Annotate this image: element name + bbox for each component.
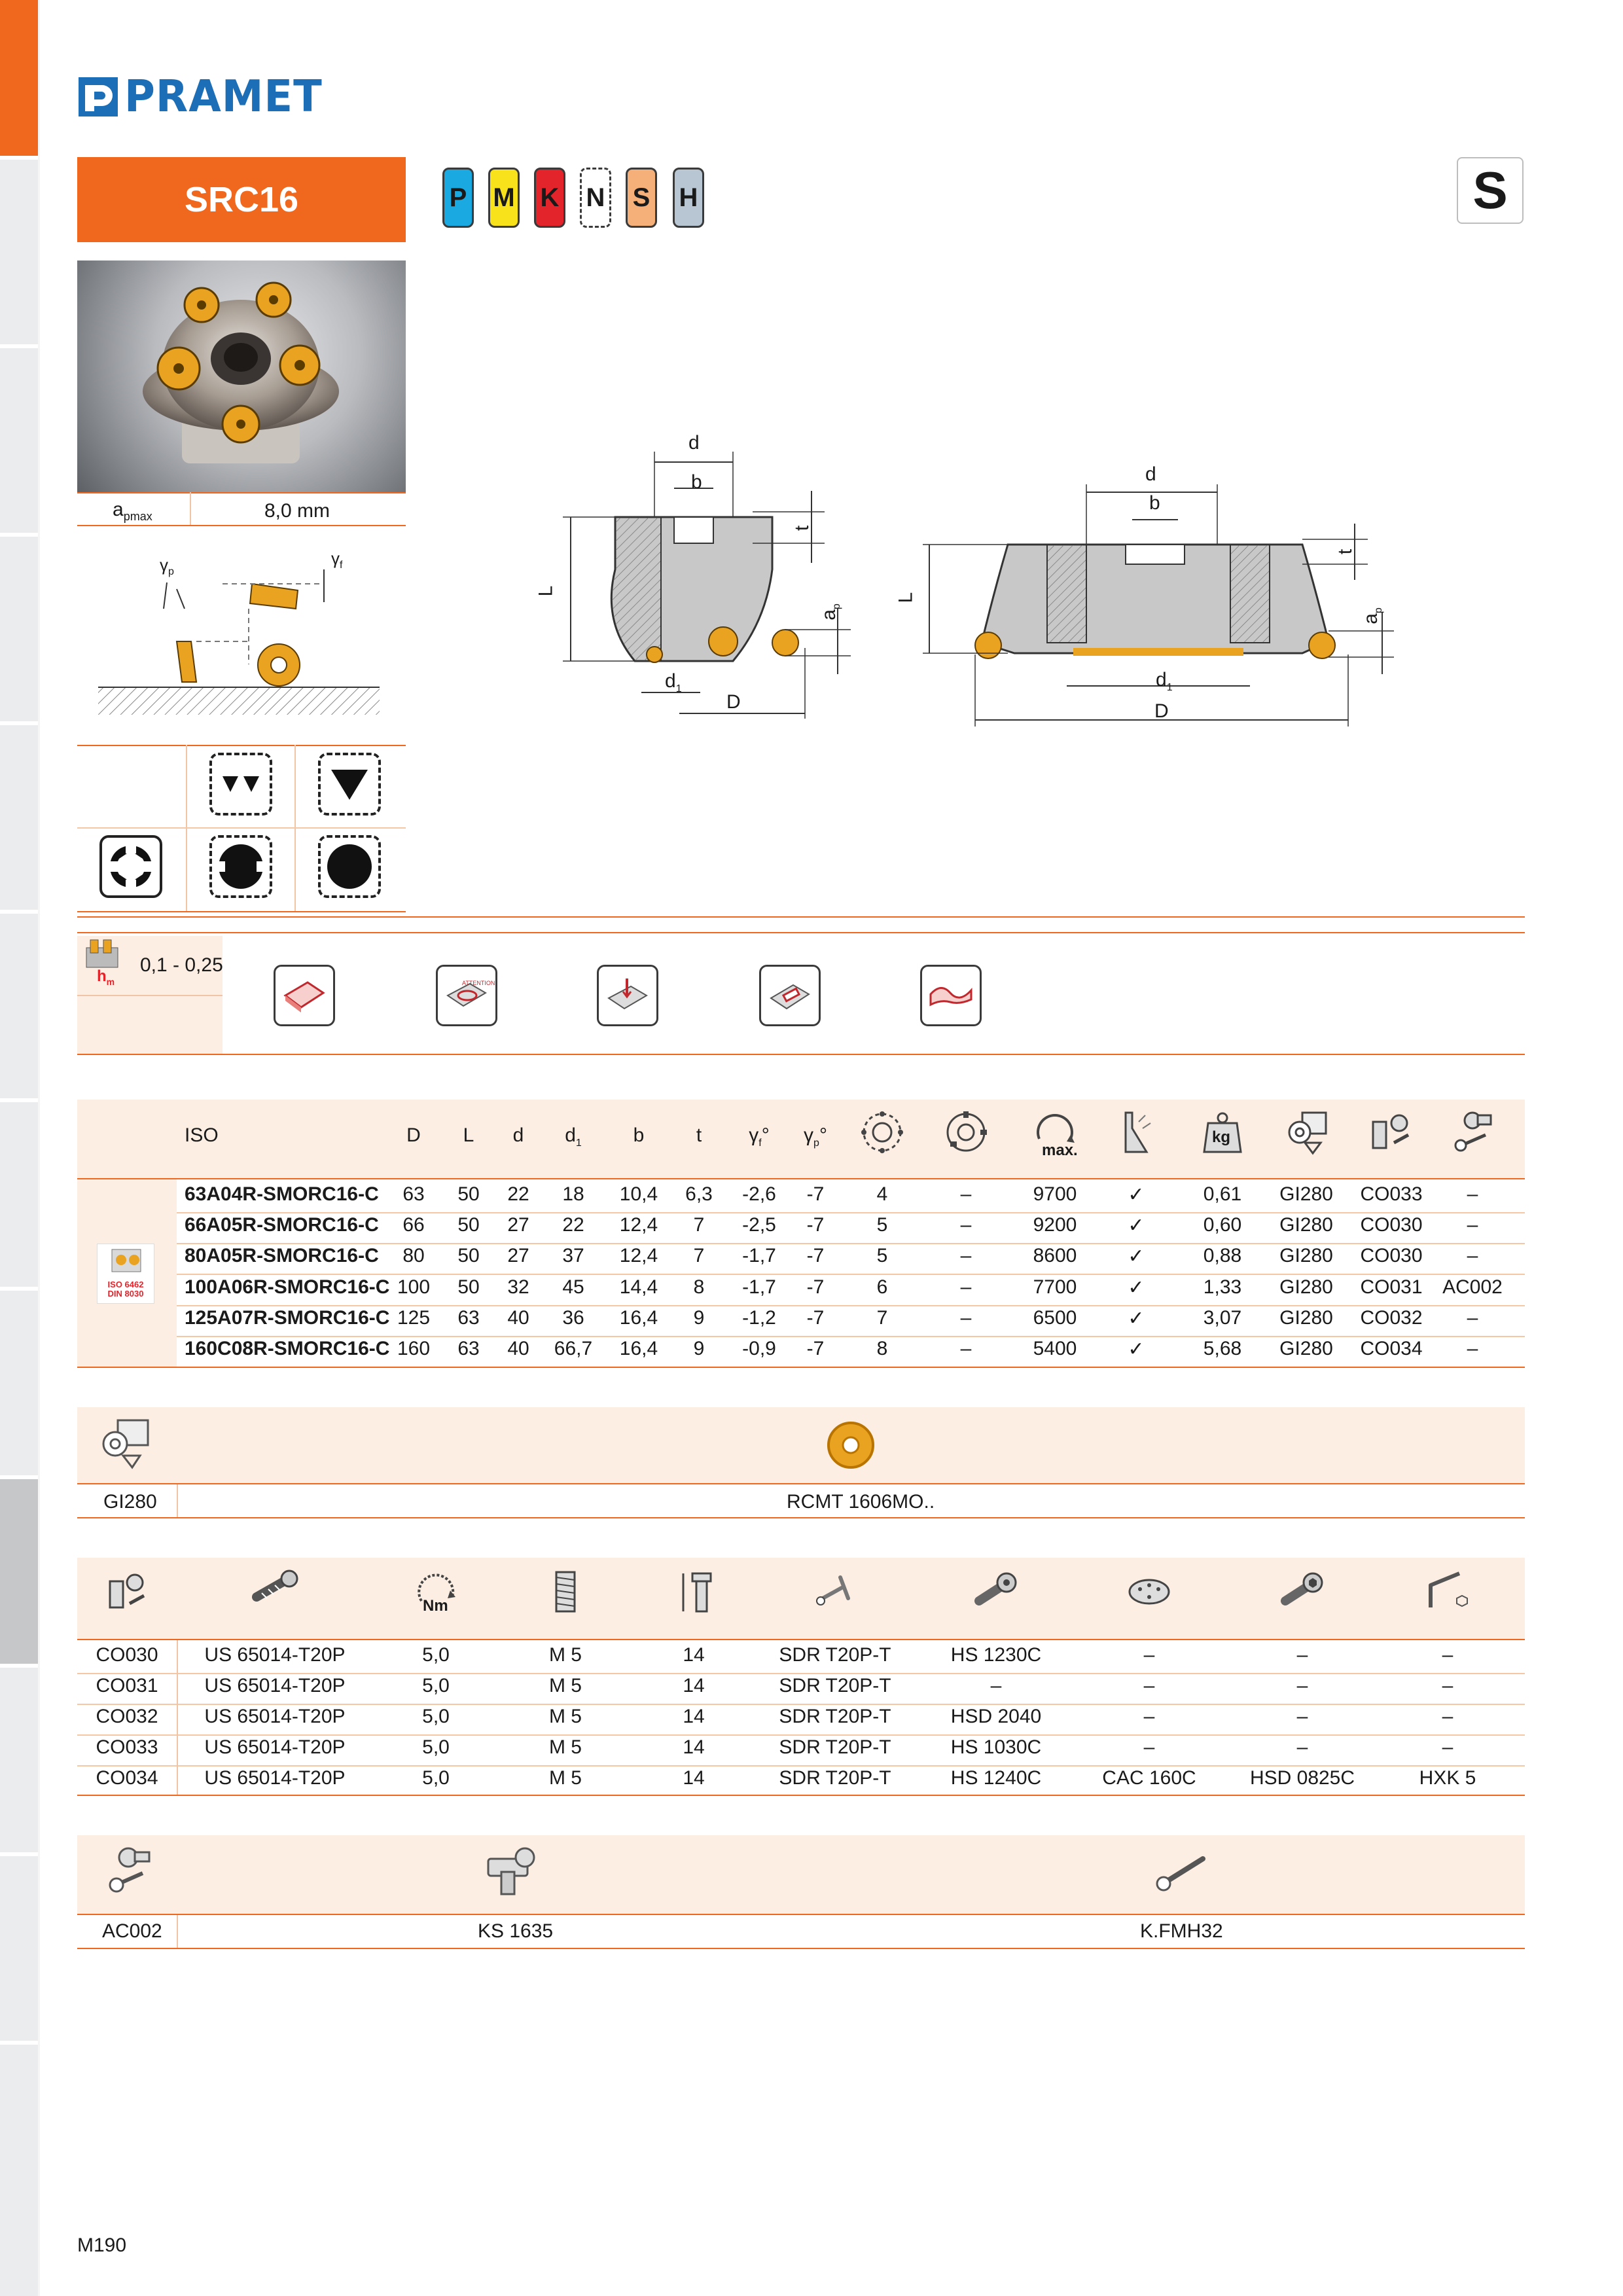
- dim-b-large: b: [1149, 492, 1160, 514]
- table-cell: 1,33: [1203, 1276, 1242, 1298]
- part-set-code: CO030: [96, 1644, 158, 1666]
- edge-tab: [0, 1856, 38, 2041]
- brand-logo: [77, 73, 323, 120]
- rake-angle-sketch: [92, 543, 399, 726]
- table-cell: –: [1143, 1644, 1155, 1666]
- table-cell: –: [960, 1276, 972, 1298]
- table-cell: 8600: [1033, 1245, 1077, 1266]
- rule: [77, 1178, 1525, 1179]
- accessories-icon: [1449, 1109, 1496, 1159]
- table-cell: 0,60: [1203, 1214, 1242, 1236]
- table-cell: 5,0: [422, 1736, 450, 1758]
- row-divider: [77, 1673, 1525, 1674]
- pramet-logo-icon: [77, 76, 119, 118]
- clamp-screw-icon: [484, 1846, 543, 1901]
- insert-code: GI280: [103, 1491, 157, 1513]
- table-cell: 160: [397, 1338, 431, 1359]
- item-code: 125A07R-SMORC16-C: [185, 1307, 390, 1329]
- table-cell: –: [960, 1338, 972, 1359]
- table-cell: US 65014-T20P: [204, 1706, 346, 1727]
- table-cell: 80: [402, 1245, 425, 1266]
- cell-divider: [177, 1915, 178, 1948]
- material-k-badge: K: [534, 168, 565, 228]
- table-cell: –: [1296, 1644, 1308, 1666]
- table-cell: 12,4: [619, 1214, 658, 1236]
- table-cell: –: [1143, 1706, 1155, 1727]
- allen-key-icon: [1424, 1568, 1471, 1619]
- iso-badge-line2: DIN 8030: [107, 1289, 144, 1299]
- table-cell: 63: [457, 1307, 480, 1329]
- table-cell: -7: [806, 1245, 825, 1266]
- coolant-icon: [1113, 1109, 1160, 1159]
- part-set-code: CO033: [96, 1736, 158, 1758]
- table-cell: –: [1296, 1706, 1308, 1727]
- table-cell: 22: [507, 1183, 529, 1205]
- table-cell: ✓: [1128, 1308, 1145, 1329]
- dim-d1-large: $d_1$: [1156, 669, 1173, 693]
- table-cell: -7: [806, 1276, 825, 1298]
- cutter-drawing-large: [895, 458, 1407, 733]
- table-cell: ✓: [1128, 1246, 1145, 1267]
- table-cell: 63: [402, 1183, 425, 1205]
- table-cell: 14,4: [619, 1276, 658, 1298]
- col-header-gamma-p: $\gamma_p^\circ$: [804, 1124, 827, 1149]
- table-cell: 12,4: [619, 1245, 658, 1266]
- medium-clamping-icon: [209, 835, 272, 898]
- page-number: M190: [77, 2234, 127, 2256]
- unstable-clamping-icon: [318, 835, 381, 898]
- table-cell: 125: [397, 1307, 431, 1329]
- table-cell: ✓: [1128, 1184, 1145, 1206]
- table-cell: ✓: [1128, 1215, 1145, 1236]
- edge-tab: [0, 537, 38, 721]
- table-cell: 4: [876, 1183, 888, 1205]
- table-cell: 0,61: [1203, 1183, 1242, 1205]
- rule: [77, 1483, 1525, 1484]
- cutter-drawing-small: [537, 425, 877, 726]
- dim-d-large: d: [1145, 463, 1156, 485]
- col-header-d1: $d_1$: [565, 1124, 582, 1149]
- row-divider: [177, 1336, 1525, 1337]
- table-cell: GI280: [1279, 1276, 1333, 1298]
- cell-divider: [177, 1640, 178, 1795]
- insert-icon: [99, 1418, 152, 1473]
- table-cell: HS 1030C: [950, 1736, 1042, 1758]
- hex-screw-icon: [972, 1568, 1020, 1619]
- table-cell: –: [990, 1675, 1002, 1696]
- table-cell: –: [1442, 1675, 1454, 1696]
- material-s-badge: S: [626, 168, 657, 228]
- hm-label: $h_m$: [97, 967, 115, 987]
- cell-divider: [190, 492, 191, 525]
- table-cell: CO034: [1360, 1338, 1423, 1359]
- spare-parts-icon: [103, 1568, 151, 1619]
- table-cell: 6: [876, 1276, 888, 1298]
- col-header-L: L: [463, 1124, 474, 1146]
- table-cell: AC002: [1442, 1276, 1503, 1298]
- table-cell: 18: [562, 1183, 584, 1205]
- copy-milling-icon: [920, 965, 982, 1026]
- table-cell: 9: [693, 1307, 705, 1329]
- table-cell: –: [1143, 1675, 1155, 1696]
- plunging-icon: [597, 965, 658, 1026]
- differential-pitch-icon: [942, 1109, 990, 1159]
- row-divider: [77, 1765, 1525, 1767]
- insert-icon: [1283, 1109, 1330, 1159]
- table-cell: –: [1442, 1736, 1454, 1758]
- round-insert-icon: [826, 1420, 876, 1473]
- table-cell: M 5: [548, 1644, 582, 1666]
- table-cell: 22: [562, 1214, 584, 1236]
- col-header-D: D: [406, 1124, 421, 1146]
- part-set-code: CO034: [96, 1767, 158, 1789]
- table-cell: 16,4: [619, 1307, 658, 1329]
- table-cell: 5: [876, 1245, 888, 1266]
- table-cell: –: [960, 1214, 972, 1236]
- ramping-icon: [436, 965, 497, 1026]
- table-cell: CO030: [1360, 1214, 1423, 1236]
- table-cell: GI280: [1279, 1338, 1333, 1359]
- product-title: SRC16: [77, 157, 406, 242]
- spare-parts-icon: [1368, 1109, 1415, 1159]
- table-cell: 14: [683, 1736, 705, 1758]
- item-code: 100A06R-SMORC16-C: [185, 1276, 390, 1298]
- table-cell: 5: [876, 1214, 888, 1236]
- ap-value: 8,0 mm: [264, 500, 330, 522]
- dim-t: t: [791, 525, 813, 531]
- material-m-badge: M: [488, 168, 520, 228]
- table-cell: GI280: [1279, 1183, 1333, 1205]
- table-cell: -1,7: [742, 1245, 776, 1266]
- table-cell: –: [1467, 1338, 1478, 1359]
- material-p-badge: P: [442, 168, 474, 228]
- row-divider: [177, 1243, 1525, 1244]
- row-divider: [177, 1274, 1525, 1275]
- table-cell: 14: [683, 1644, 705, 1666]
- table-cell: 3,07: [1203, 1307, 1242, 1329]
- dim-D: D: [726, 691, 741, 713]
- table-cell: 63: [457, 1338, 480, 1359]
- table-cell: –: [1467, 1245, 1478, 1266]
- table-cell: –: [1296, 1675, 1308, 1696]
- rule: [77, 911, 406, 912]
- col-header-b: b: [633, 1124, 645, 1146]
- accessory-icon: [103, 1844, 156, 1904]
- row-divider: [77, 1704, 1525, 1705]
- table-cell: ✓: [1128, 1277, 1145, 1299]
- table-cell: –: [960, 1183, 972, 1205]
- hex-socket-screw-icon: [1279, 1568, 1326, 1619]
- edge-tab-active: [0, 0, 38, 156]
- stable-clamping-icon: [99, 835, 162, 898]
- table-cell: -1,7: [742, 1276, 776, 1298]
- table-cell: –: [1143, 1736, 1155, 1758]
- heavy-duty-icon: [318, 753, 381, 816]
- ap-label: $a_{pmax}$: [113, 499, 152, 523]
- table-cell: HSD 2040: [950, 1706, 1042, 1727]
- product-photo: [77, 260, 406, 493]
- rule: [77, 827, 406, 829]
- table-cell: 14: [683, 1706, 705, 1727]
- table-cell: –: [960, 1245, 972, 1266]
- table-cell: 7: [693, 1245, 705, 1266]
- table-cell: -7: [806, 1307, 825, 1329]
- accessory-item-2: K.FMH32: [1140, 1920, 1223, 1942]
- table-cell: 7700: [1033, 1276, 1077, 1298]
- table-cell: –: [1467, 1214, 1478, 1236]
- dim-ap-large: $a_p$: [1359, 607, 1384, 624]
- material-n-badge: N: [580, 168, 611, 228]
- table-cell: 7: [876, 1307, 888, 1329]
- table-cell: 45: [562, 1276, 584, 1298]
- table-cell: -0,9: [742, 1338, 776, 1359]
- table-cell: 32: [507, 1276, 529, 1298]
- table-cell: M 5: [548, 1675, 582, 1696]
- table-cell: US 65014-T20P: [204, 1675, 346, 1696]
- edge-tab: [0, 1102, 38, 1287]
- table-cell: 14: [683, 1675, 705, 1696]
- iso-standard-badge: [97, 1244, 154, 1304]
- dim-b: b: [691, 471, 702, 493]
- rule: [77, 1914, 1525, 1915]
- table-cell: -7: [806, 1183, 825, 1205]
- table-cell: M 5: [548, 1767, 582, 1789]
- table-cell: HS 1230C: [950, 1644, 1042, 1666]
- table-cell: 14: [683, 1767, 705, 1789]
- table-cell: –: [1296, 1736, 1308, 1758]
- dim-L: L: [535, 585, 557, 597]
- rule: [77, 1517, 1525, 1518]
- table-cell: 5,0: [422, 1675, 450, 1696]
- table-cell: 0,88: [1203, 1245, 1242, 1266]
- table-cell: 36: [562, 1307, 584, 1329]
- table-cell: 8: [693, 1276, 705, 1298]
- table-cell: CO031: [1360, 1276, 1423, 1298]
- table-cell: 6500: [1033, 1307, 1077, 1329]
- accessory-header-bg: [77, 1835, 1525, 1914]
- col-header-t: t: [696, 1124, 702, 1146]
- insert-header-bg: [77, 1407, 1525, 1483]
- table-cell: 5,0: [422, 1706, 450, 1727]
- part-set-code: CO031: [96, 1675, 158, 1696]
- accessory-item-1: KS 1635: [478, 1920, 554, 1942]
- edge-tab: [0, 725, 38, 910]
- table-cell: 5400: [1033, 1338, 1077, 1359]
- dim-L-large: L: [895, 592, 917, 603]
- table-cell: 50: [457, 1245, 480, 1266]
- edge-divider: [38, 0, 40, 2296]
- table-cell: 16,4: [619, 1338, 658, 1359]
- table-cell: 7: [693, 1214, 705, 1236]
- light-duty-icon: [209, 753, 272, 816]
- dim-d1: $d_1$: [665, 670, 682, 694]
- table-cell: –: [1467, 1183, 1478, 1205]
- table-cell: SDR T20P-T: [779, 1644, 891, 1666]
- dim-ap: $a_p$: [817, 603, 842, 620]
- table-cell: 27: [507, 1245, 529, 1266]
- dim-d: d: [688, 432, 700, 454]
- table-cell: -7: [806, 1338, 825, 1359]
- clamping-screw-icon: [251, 1568, 298, 1619]
- table-cell: US 65014-T20P: [204, 1644, 346, 1666]
- table-cell: –: [1442, 1644, 1454, 1666]
- feed-range: 0,1 - 0,25: [140, 954, 223, 976]
- edge-tab: [0, 348, 38, 533]
- table-cell: 9700: [1033, 1183, 1077, 1205]
- rule: [77, 916, 1525, 918]
- insert-designation: RCMT 1606MO..: [787, 1491, 935, 1513]
- table-cell: US 65014-T20P: [204, 1767, 346, 1789]
- table-cell: 50: [457, 1183, 480, 1205]
- nm-label: Nm: [423, 1597, 448, 1615]
- table-cell: US 65014-T20P: [204, 1736, 346, 1758]
- accessory-code: AC002: [102, 1920, 162, 1942]
- item-code: 63A04R-SMORC16-C: [185, 1183, 379, 1205]
- table-cell: 40: [507, 1307, 529, 1329]
- table-cell: HSD 0825C: [1249, 1767, 1355, 1789]
- table-cell: CO033: [1360, 1183, 1423, 1205]
- table-cell: –: [1442, 1706, 1454, 1727]
- thread-icon: [542, 1568, 589, 1619]
- table-cell: 66: [402, 1214, 425, 1236]
- item-code: 80A05R-SMORC16-C: [185, 1245, 379, 1266]
- section-letter: S: [1457, 157, 1524, 224]
- rule: [77, 1367, 1525, 1368]
- item-code: 160C08R-SMORC16-C: [185, 1338, 390, 1359]
- table-cell: 27: [507, 1214, 529, 1236]
- rule: [77, 492, 406, 493]
- table-cell: HS 1240C: [950, 1767, 1042, 1789]
- table-cell: -2,5: [742, 1214, 776, 1236]
- rule: [77, 932, 1525, 933]
- clamp-plate-icon: [1126, 1568, 1173, 1619]
- gamma-f-label: $\gamma_f$: [331, 548, 343, 571]
- rule: [77, 525, 406, 526]
- table-cell: 100: [397, 1276, 431, 1298]
- table-cell: 6,3: [685, 1183, 713, 1205]
- dim-t-large: t: [1334, 548, 1357, 555]
- table-cell: 5,0: [422, 1767, 450, 1789]
- table-cell: 50: [457, 1276, 480, 1298]
- material-h-badge: H: [673, 168, 704, 228]
- edge-tab: [0, 160, 38, 344]
- brand-name: PRAMET: [124, 71, 323, 122]
- pocketing-icon: [759, 965, 821, 1026]
- table-cell: 9: [693, 1338, 705, 1359]
- table-cell: –: [960, 1307, 972, 1329]
- table-cell: SDR T20P-T: [779, 1675, 891, 1696]
- table-cell: GI280: [1279, 1214, 1333, 1236]
- table-cell: –: [1467, 1307, 1478, 1329]
- item-code: 66A05R-SMORC16-C: [185, 1214, 379, 1236]
- wrench-key-icon: [1154, 1850, 1213, 1899]
- col-header-iso: ISO: [185, 1124, 219, 1146]
- table-cell: 37: [562, 1245, 584, 1266]
- table-cell: M 5: [548, 1736, 582, 1758]
- max-label: max.: [1042, 1141, 1078, 1159]
- rule: [77, 745, 406, 746]
- edge-tab: [0, 2045, 38, 2296]
- table-cell: CO030: [1360, 1245, 1423, 1266]
- table-cell: 66,7: [554, 1338, 593, 1359]
- part-set-code: CO032: [96, 1706, 158, 1727]
- table-cell: 8: [876, 1338, 888, 1359]
- table-cell: GI280: [1279, 1307, 1333, 1329]
- table-cell: 10,4: [619, 1183, 658, 1205]
- table-cell: -1,2: [742, 1307, 776, 1329]
- row-divider: [177, 1305, 1525, 1306]
- cell-divider: [177, 1484, 178, 1517]
- table-cell: SDR T20P-T: [779, 1736, 891, 1758]
- table-cell: 5,68: [1203, 1338, 1242, 1359]
- rule: [77, 995, 223, 996]
- edge-tab: [0, 1291, 38, 1475]
- col-header-gamma-f: $\gamma_f^\circ$: [749, 1124, 770, 1149]
- rule: [77, 1948, 1525, 1949]
- table-cell: 50: [457, 1214, 480, 1236]
- table-cell: M 5: [548, 1706, 582, 1727]
- table-cell: -2,6: [742, 1183, 776, 1205]
- rule: [77, 1639, 1525, 1640]
- svg-text:ATTENTION: ATTENTION: [462, 980, 495, 986]
- row-divider: [177, 1212, 1525, 1213]
- table-cell: GI280: [1279, 1245, 1333, 1266]
- table-cell: CO032: [1360, 1307, 1423, 1329]
- iso-badge-line1: ISO 6462: [107, 1280, 144, 1289]
- gamma-p-label: $\gamma_p$: [160, 555, 174, 578]
- torx-key-icon: [812, 1568, 859, 1619]
- table-cell: SDR T20P-T: [779, 1706, 891, 1727]
- screw-length-icon: [670, 1568, 717, 1619]
- table-cell: CAC 160C: [1102, 1767, 1196, 1789]
- dim-D-large: D: [1154, 700, 1169, 722]
- edge-tab: [0, 1668, 38, 1852]
- table-cell: HXK 5: [1419, 1767, 1476, 1789]
- table-cell: 5,0: [422, 1644, 450, 1666]
- table-cell: -7: [806, 1214, 825, 1236]
- kg-label: kg: [1212, 1128, 1231, 1146]
- effective-teeth-icon: [859, 1109, 906, 1159]
- edge-tab: [0, 914, 38, 1098]
- table-cell: 9200: [1033, 1214, 1077, 1236]
- row-divider: [77, 1734, 1525, 1736]
- rule: [77, 1795, 1525, 1796]
- table-cell: SDR T20P-T: [779, 1767, 891, 1789]
- edge-tab: [0, 1479, 38, 1664]
- rule: [77, 1054, 1525, 1055]
- face-milling-icon: [274, 965, 335, 1026]
- table-cell: ✓: [1128, 1338, 1145, 1360]
- col-header-d: d: [512, 1124, 524, 1146]
- table-cell: 40: [507, 1338, 529, 1359]
